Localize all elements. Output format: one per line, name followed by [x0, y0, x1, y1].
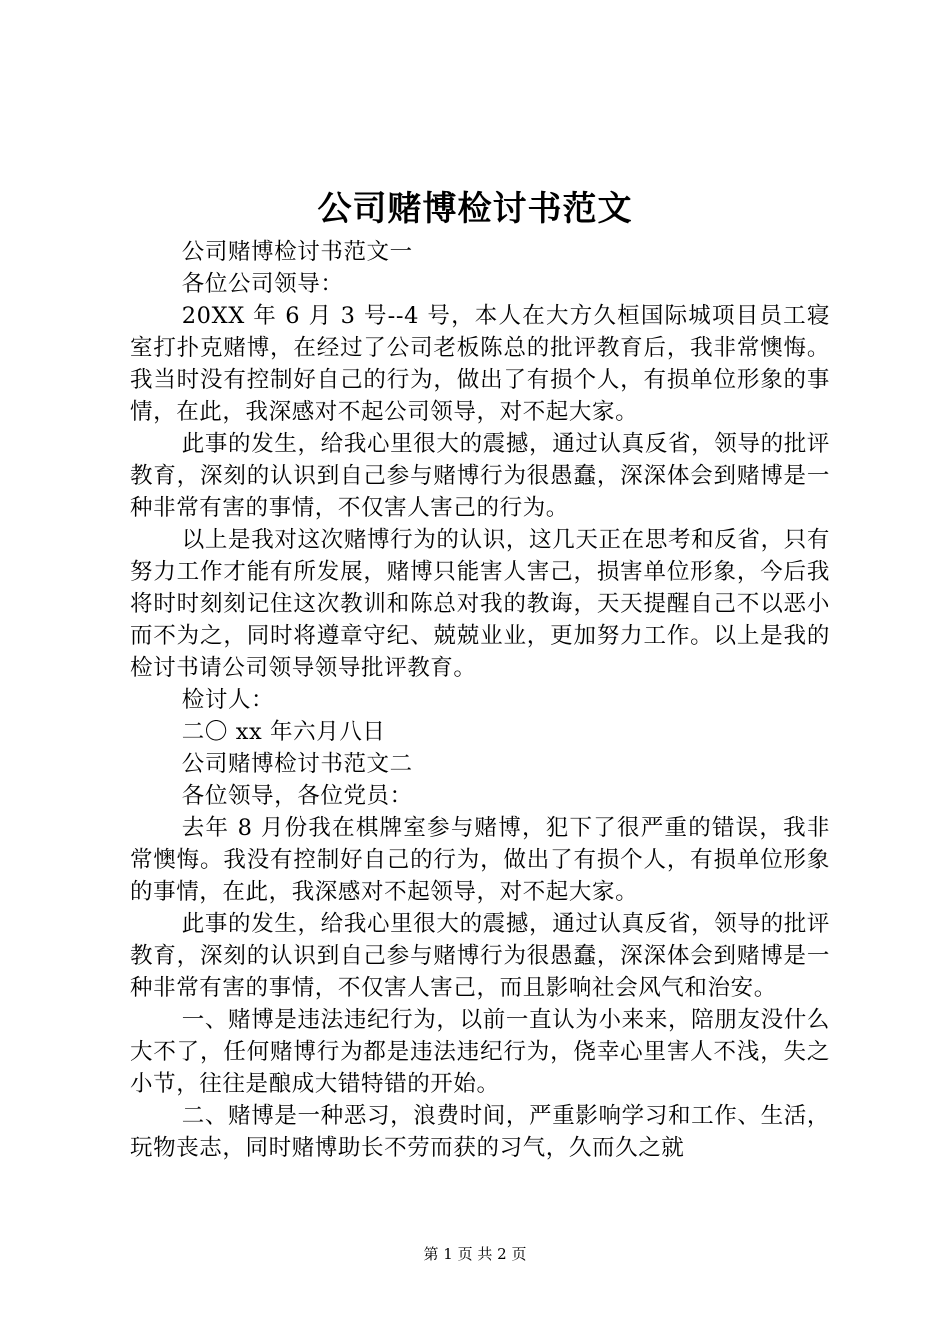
paragraph: 二、赌博是一种恶习，浪费时间，严重影响学习和工作、生活，玩物丧志，同时赌博助长不劳而获的习气，久而久之就 — [130, 1103, 830, 1161]
signature-date: 二〇 xx 年六月八日 — [181, 719, 386, 745]
page-footer: 第 1 页 共 2 页 — [423, 1245, 527, 1263]
paragraph: 去年 8 月份我在棋牌室参与赌博，犯下了很严重的错误，我非常懊悔。我没有控制好自己的行为，做出了有损个人，有损单位形象的事情，在此，我深感对不起领导，对不起大家。 — [130, 815, 830, 905]
document-title: 公司赌博检讨书范文 — [317, 189, 633, 229]
section-heading-1: 公司赌博检讨书范文一 — [181, 239, 413, 265]
salutation-2: 各位领导，各位党员： — [181, 783, 413, 809]
paragraph: 20XX 年 6 月 3 号--4 号，本人在大方久桓国际城项目员工寝室打扑克赌博，在经过了公司老板陈总的批评教育后，我非常懊悔。我当时没有控制好自己的行为，做出了有损个人，有损单位形象的事情，在此，我深感对不起公司领导，对不起大家。 — [130, 303, 830, 425]
paragraph: 以上是我对这次赌博行为的认识，这几天正在思考和反省，只有努力工作才能有所发展，赌博只能害人害己，损害单位形象，今后我将时时刻刻记住这次教训和陈总对我的教诲，天天提醒自己不以恶小而不为之，同时将遵章守纪、兢兢业业，更加努力工作。以上是我的检讨书请公司领导领导批评教育。 — [130, 527, 830, 681]
signature-label: 检讨人： — [181, 687, 275, 713]
salutation-1: 各位公司领导： — [181, 271, 344, 297]
paragraph: 此事的发生，给我心里很大的震撼，通过认真反省，领导的批评教育，深刻的认识到自己参与赌博行为很愚蠢，深深体会到赌博是一种非常有害的事情，不仅害人害己，而且影响社会风气和治安。 — [130, 911, 830, 1001]
paragraph: 此事的发生，给我心里很大的震撼，通过认真反省，领导的批评教育，深刻的认识到自己参与赌博行为很愚蠢，深深体会到赌博是一种非常有害的事情，不仅害人害己的行为。 — [130, 431, 830, 521]
section-heading-2: 公司赌博检讨书范文二 — [181, 751, 413, 777]
paragraph: 一、赌博是违法违纪行为，以前一直认为小来来，陪朋友没什么大不了，任何赌博行为都是违法违纪行为，侥幸心里害人不浅，失之小节，往往是酿成大错特错的开始。 — [130, 1007, 830, 1097]
document-body — [130, 236, 830, 1164]
